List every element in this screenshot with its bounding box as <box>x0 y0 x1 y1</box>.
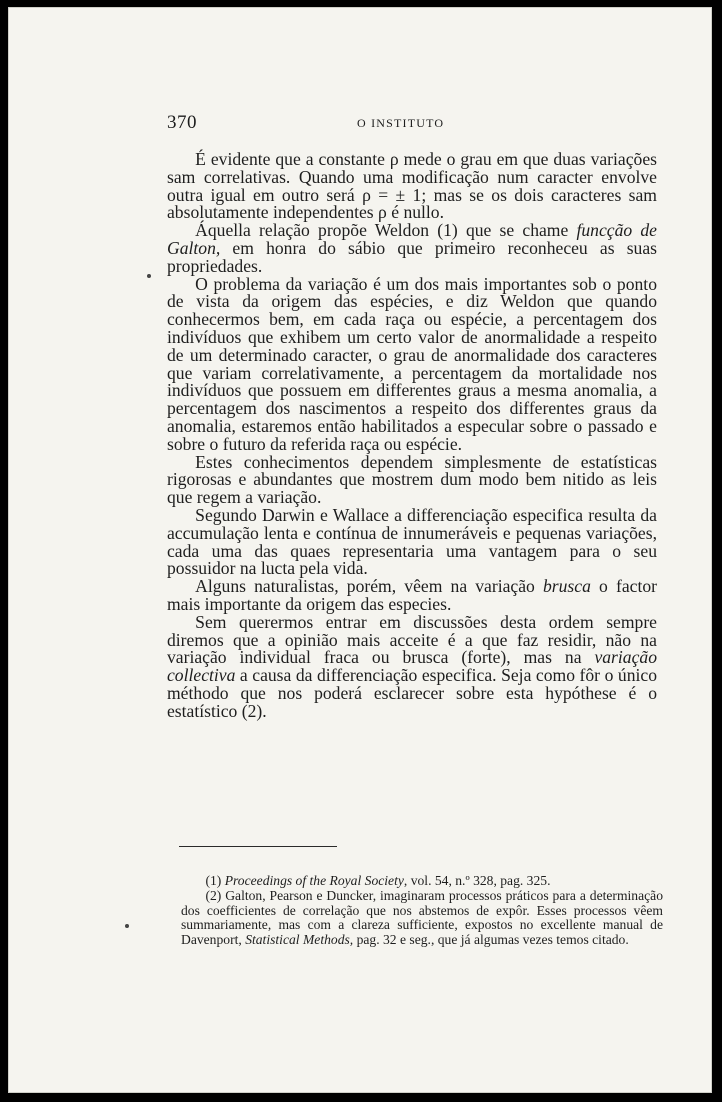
running-title: O INSTITUTO <box>357 116 445 130</box>
paragraph <box>167 611 657 721</box>
text-run: O problema da variação é um dos mais importantes sob o ponto de vista da origem das espécies, e diz Weldon que quando conhecermos bem, em cada raça ou espécie, a percentagem dos indivíduos que exhibem um certo valor de anormalidade a respeito de um determinado caracter, o grau de anormalidade dos caracteres que variam correlativamente, a percentagem da mortalidade nos indivíduos que possuem em differentes graus a mesma anomalia, a percentagem dos nascimentos a respeito dos differentes graus da anomalia, estaremos então habilitados a especular sobre o passado e sobre o futuro da referida raça ou espécie. <box>167 273 657 454</box>
text-run: (2) Galton, Pearson e Duncker, imaginaram processos práticos para a determinação dos coefficientes de correlação que nos abstemos de expôr. Esses processos vêem summariamente, mas com a clareza sufficiente, expostos no excellente manual de Davenport, <box>181 887 663 948</box>
text-run: Estes conhecimentos dependem simplesmente de estatísticas rigorosas e abundantes que mostrem dum modo bem nitido as leis que regem a variação. <box>167 451 657 508</box>
text-run: Sem querermos entrar em discussões desta ordem sempre diremos que a opinião mais acceite é a que faz residir, não na variação individual fraca ou brusca (forte), mas na <box>167 611 657 668</box>
text-run: Alguns naturalistas, porém, vêem na variação <box>195 576 543 597</box>
paragraph <box>167 273 657 454</box>
italic-text: Statistical Methods, <box>245 932 354 948</box>
book-page <box>8 7 712 1093</box>
text-run: É evidente que a constante ρ mede o grau em que duas variações sam correlativas. Quando uma modificação num caracter envolve outra igual em outro será ρ = ± 1; mas se os dois caracteres sam absolutamente independentes ρ é nullo. <box>167 149 657 223</box>
text-run: pag. 32 e seg., que já algumas vezes temos citado. <box>353 932 629 948</box>
body-text <box>167 151 657 721</box>
italic-text: brusca <box>542 576 591 597</box>
italic-text: funcção de Galton, <box>167 220 657 258</box>
margin-mark <box>125 924 129 928</box>
paragraph <box>167 151 657 222</box>
text-run: , vol. 54, n.º 328, pag. 325. <box>403 873 551 888</box>
footnotes <box>181 874 663 948</box>
text-run: (1) <box>205 873 225 888</box>
text-run: a causa da differenciação especifica. Seja como fôr o único méthodo que nos poderá esclarecer sobre esta hypóthese é o estatístico (2). <box>167 665 657 721</box>
margin-mark <box>147 274 151 278</box>
text-run: em honra do sábio que primeiro reconheceu as suas propriedades. <box>167 237 657 276</box>
text-run: o factor mais importante da origem das especies. <box>167 576 657 614</box>
italic-text: variação collectiva <box>167 647 657 686</box>
paragraph <box>167 222 657 275</box>
paragraph <box>167 504 657 579</box>
italic-text: Proceedings of the Royal Society <box>224 873 404 888</box>
footnote <box>181 889 663 948</box>
paragraph <box>167 451 657 508</box>
text-run: Segundo Darwin e Wallace a differenciação especifica resulta da accumulação lenta e contínua de innumeráveis e pequenas variações, cada uma das quaes representaria uma vantagem para o seu possuidor na lucta pela vida. <box>167 504 657 579</box>
footnote <box>181 874 663 889</box>
page-number: 370 <box>167 112 197 133</box>
footnote-rule <box>179 846 337 847</box>
paragraph <box>167 578 657 614</box>
text-run: Áquella relação propõe Weldon (1) que se chame <box>195 220 577 241</box>
page-header <box>167 112 657 134</box>
